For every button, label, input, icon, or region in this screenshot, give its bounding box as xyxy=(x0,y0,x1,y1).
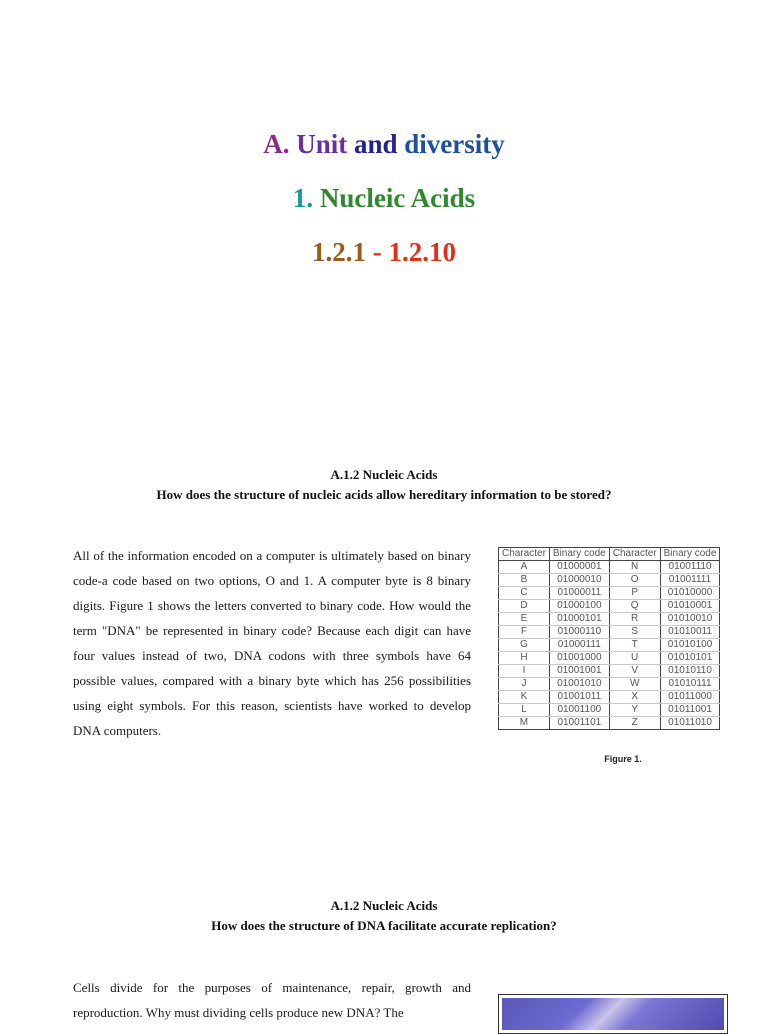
range-separator: - xyxy=(366,237,389,267)
table-cell-character: S xyxy=(609,626,660,639)
table-cell-binary: 01010010 xyxy=(660,613,720,626)
title-word-and: and xyxy=(347,129,405,159)
title-line-nucleic-acids xyxy=(0,182,768,214)
table-cell-binary: 01000010 xyxy=(549,574,609,587)
section1-question: How does the structure of nucleic acids allow hereditary information to be stored? xyxy=(156,487,612,502)
table-cell-character: P xyxy=(609,587,660,600)
table-header-cell: Character xyxy=(609,548,660,561)
table-header-cell: Binary code xyxy=(660,548,720,561)
table-cell-character: H xyxy=(499,652,550,665)
table-row xyxy=(499,691,720,704)
table-cell-character: N xyxy=(609,561,660,574)
table-cell-character: C xyxy=(499,587,550,600)
table-cell-binary: 01010001 xyxy=(660,600,720,613)
table-cell-character: R xyxy=(609,613,660,626)
table-row xyxy=(499,678,720,691)
figure-caption: Figure 1. xyxy=(604,754,642,764)
table-cell-binary: 01001100 xyxy=(549,704,609,717)
table-cell-binary: 01011000 xyxy=(660,691,720,704)
table-cell-binary: 01000111 xyxy=(549,639,609,652)
table-row xyxy=(499,561,720,574)
table-cell-binary: 01000011 xyxy=(549,587,609,600)
title-word-unit: Unit xyxy=(296,129,348,159)
table-cell-character: L xyxy=(499,704,550,717)
table-cell-binary: 01001000 xyxy=(549,652,609,665)
section1-heading: A.1.2 Nucleic Acids xyxy=(330,467,438,482)
table-cell-character: J xyxy=(499,678,550,691)
table-cell-character: U xyxy=(609,652,660,665)
table-cell-binary: 01001001 xyxy=(549,665,609,678)
section2-question: How does the structure of DNA facilitate accurate replication? xyxy=(211,918,557,933)
table-cell-binary: 01000101 xyxy=(549,613,609,626)
table-cell-binary: 01010101 xyxy=(660,652,720,665)
table-cell-binary: 01001111 xyxy=(660,574,720,587)
table-cell-binary: 01001110 xyxy=(660,561,720,574)
subtitle-block xyxy=(0,182,768,214)
table-cell-binary: 01000001 xyxy=(549,561,609,574)
table-cell-character: M xyxy=(499,717,550,730)
table-row xyxy=(499,717,720,730)
table-cell-character: A xyxy=(499,561,550,574)
section2-header xyxy=(0,896,768,936)
subtitle-text: Nucleic Acids xyxy=(319,183,476,213)
table-cell-character: Y xyxy=(609,704,660,717)
table-cell-character: O xyxy=(609,574,660,587)
title-block xyxy=(0,128,768,160)
table-row xyxy=(499,587,720,600)
table-row xyxy=(499,600,720,613)
title-line-range xyxy=(0,236,768,268)
table-cell-character: Z xyxy=(609,717,660,730)
table-cell-character: V xyxy=(609,665,660,678)
table-cell-character: B xyxy=(499,574,550,587)
table-cell-binary: 01010011 xyxy=(660,626,720,639)
table-cell-character: F xyxy=(499,626,550,639)
range-start: 1.2.1 xyxy=(312,237,366,267)
table-cell-binary: 01001101 xyxy=(549,717,609,730)
table-cell-character: T xyxy=(609,639,660,652)
table-cell-character: X xyxy=(609,691,660,704)
table-header-row xyxy=(499,548,720,561)
table-cell-character: D xyxy=(499,600,550,613)
table-cell-binary: 01001010 xyxy=(549,678,609,691)
table-cell-character: G xyxy=(499,639,550,652)
table-cell-binary: 01010000 xyxy=(660,587,720,600)
range-end: 1.2.10 xyxy=(388,237,456,267)
table-cell-binary: 01000110 xyxy=(549,626,609,639)
table-cell-binary: 01010111 xyxy=(660,678,720,691)
table-row xyxy=(499,574,720,587)
table-row xyxy=(499,626,720,639)
title-prefix: A. xyxy=(263,129,297,159)
table-cell-binary: 01010100 xyxy=(660,639,720,652)
table-header-cell: Binary code xyxy=(549,548,609,561)
title-line-unit-diversity xyxy=(0,128,768,160)
binary-code-table xyxy=(498,547,720,730)
section1-body: All of the information encoded on a computer is ultimately based on binary code-a code based on two options, O and 1. A computer byte is 8 binary digits. Figure 1 shows the letters converted to binary code. How would the term "DNA" be represented in binary code? Because each digit can have four values instead of two, DNA codons with three symbols have 64 possible values, compared with a binary byte which has 256 possibilities using eight symbols. For this reason, scientists have worked to develop DNA computers. xyxy=(73,548,471,738)
table-row xyxy=(499,704,720,717)
table-row xyxy=(499,639,720,652)
table-cell-binary: 01000100 xyxy=(549,600,609,613)
dna-figure-image xyxy=(498,994,728,1034)
table-cell-binary: 01011010 xyxy=(660,717,720,730)
table-cell-character: Q xyxy=(609,600,660,613)
table-row xyxy=(499,613,720,626)
title-word-diversity: diversity xyxy=(404,129,505,159)
section2-body: Cells divide for the purposes of maintenance, repair, growth and reproduction. Why must dividing cells produce new DNA? The xyxy=(73,980,471,1020)
table-row xyxy=(499,652,720,665)
table-cell-binary: 01001011 xyxy=(549,691,609,704)
table-cell-character: E xyxy=(499,613,550,626)
table-cell-character: W xyxy=(609,678,660,691)
section1-header xyxy=(0,465,768,505)
table-cell-binary: 01010110 xyxy=(660,665,720,678)
subtitle-prefix: 1. xyxy=(292,183,320,213)
dna-figure-image-content xyxy=(502,998,724,1030)
range-block xyxy=(0,236,768,268)
table-cell-character: K xyxy=(499,691,550,704)
table-cell-character: I xyxy=(499,665,550,678)
table-header-cell: Character xyxy=(499,548,550,561)
table-row xyxy=(499,665,720,678)
table-body xyxy=(499,561,720,730)
table-cell-binary: 01011001 xyxy=(660,704,720,717)
section2-heading: A.1.2 Nucleic Acids xyxy=(330,898,438,913)
